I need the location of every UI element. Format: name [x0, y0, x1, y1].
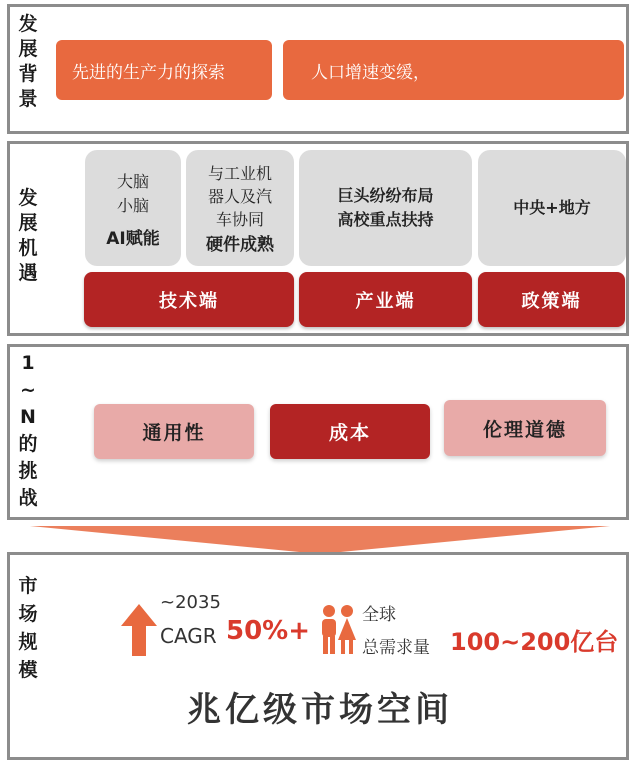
- demand-scope: 全球: [362, 605, 396, 625]
- industry-side-button: 产业端: [299, 272, 472, 327]
- opportunity-box-hardware: 与工业机 器人及汽 车协同 硬件成熟: [186, 150, 294, 266]
- opportunity-label: 发 展 机 遇: [18, 187, 38, 284]
- market-label: 市 场 规 模: [18, 575, 38, 681]
- challenge-cost: 成本: [270, 404, 430, 459]
- arrow-up-icon: [121, 604, 157, 656]
- challenge-label: 1 ~ N 的 挑 战: [18, 352, 38, 509]
- opportunity-box-ai: 大脑 小脑 AI赋能: [85, 150, 181, 266]
- growth-year: ~2035: [160, 592, 221, 613]
- challenge-ethics: 伦理道德: [444, 400, 606, 456]
- people-icon: [320, 604, 356, 656]
- tech-side-button: 技术端: [84, 272, 294, 327]
- challenge-generality: 通用性: [94, 404, 254, 459]
- market-headline: 兆亿级市场空间: [187, 690, 453, 730]
- opportunity-box-policy: 中央+地方: [478, 150, 626, 266]
- growth-value: 50%+: [226, 616, 311, 646]
- opportunity-box-industry: 巨头纷纷布局 高校重点扶持: [299, 150, 472, 266]
- policy-side-button: 政策端: [478, 272, 625, 327]
- background-bar-population: 人口增速变缓，: [283, 40, 624, 100]
- background-bar-productivity: 先进的生产力的探索: [56, 40, 272, 100]
- demand-value: 100~200亿台: [450, 628, 619, 656]
- demand-label: 总需求量: [362, 638, 430, 658]
- background-label: 发 展 背 景: [18, 13, 38, 110]
- growth-prefix: CAGR: [160, 624, 217, 648]
